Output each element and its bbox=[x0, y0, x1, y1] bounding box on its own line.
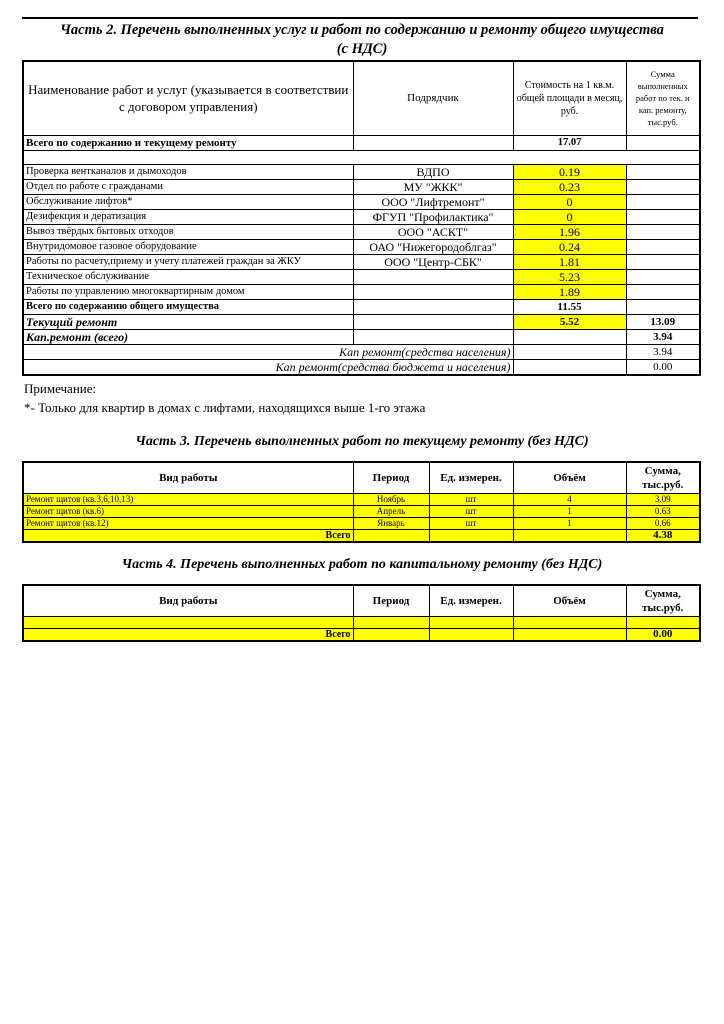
p3-row-volume: 1 bbox=[513, 506, 626, 518]
p4-row-unit bbox=[429, 617, 513, 629]
table-row bbox=[23, 194, 700, 209]
p3-row-sum: 0.66 bbox=[626, 518, 700, 530]
total-common-sum bbox=[626, 299, 700, 314]
part2-table bbox=[22, 60, 701, 376]
row-name: Проверка вентканалов и дымоходов bbox=[23, 164, 353, 179]
header-contractor: Подрядчик bbox=[353, 61, 513, 135]
total-maintenance-contractor bbox=[353, 135, 513, 150]
total-maintenance-label: Всего по содержанию и текущему ремонту bbox=[23, 135, 353, 150]
p3-header-volume: Объём bbox=[513, 462, 626, 494]
row-contractor: ВДПО bbox=[353, 164, 513, 179]
p4-row-volume bbox=[513, 617, 626, 629]
total-maintenance-sum bbox=[626, 135, 700, 150]
row-sum bbox=[626, 179, 700, 194]
p4-row-work bbox=[23, 617, 353, 629]
capital-budget-cost bbox=[513, 359, 626, 375]
p3-header-unit: Ед. измерен. bbox=[429, 462, 513, 494]
p3-row-work: Ремонт щитов (кв.6) bbox=[23, 506, 353, 518]
p3-total-volume bbox=[513, 530, 626, 543]
p3-row-period: Ноябрь bbox=[353, 494, 429, 506]
p3-header-period: Период bbox=[353, 462, 429, 494]
title-rule bbox=[22, 17, 698, 19]
p4-row-sum bbox=[626, 617, 700, 629]
note-text: *- Только для квартир в домах с лифтами, находящихся выше 1-го этажа bbox=[24, 400, 426, 415]
table-row bbox=[23, 209, 700, 224]
table-row bbox=[23, 494, 700, 506]
row-sum bbox=[626, 239, 700, 254]
row-sum bbox=[626, 194, 700, 209]
capital-budget-label: Кап ремонт(средства бюджета и населения) bbox=[23, 359, 513, 375]
p4-header-unit: Ед. измерен. bbox=[429, 585, 513, 617]
row-cost: 1.89 bbox=[513, 284, 626, 299]
row-contractor bbox=[353, 269, 513, 284]
row-sum bbox=[626, 209, 700, 224]
p4-row-period bbox=[353, 617, 429, 629]
current-repair-cost: 5.52 bbox=[513, 314, 626, 329]
p3-row-work: Ремонт щитов (кв.3,6,10,13) bbox=[23, 494, 353, 506]
row-contractor: ООО "Центр-СБК" bbox=[353, 254, 513, 269]
row-name: Работы по управлению многоквартирным домом bbox=[23, 284, 353, 299]
p3-row-period: Январь bbox=[353, 518, 429, 530]
part2-title: Часть 2. Перечень выполненных услуг и работ по содержанию и ремонту общего имущества bbox=[60, 22, 664, 38]
row-name: Вывоз твёрдых бытовых отходов bbox=[23, 224, 353, 239]
table-row bbox=[23, 179, 700, 194]
total-common-label: Всего по содержанию общего имущества bbox=[23, 299, 353, 314]
p3-total-period bbox=[353, 530, 429, 543]
table-row bbox=[23, 239, 700, 254]
p3-row-volume: 1 bbox=[513, 518, 626, 530]
row-name: Отдел по работе с гражданами bbox=[23, 179, 353, 194]
note-title: Примечание: bbox=[24, 381, 97, 396]
part4-table bbox=[22, 584, 701, 642]
table-row bbox=[23, 224, 700, 239]
row-cost: 5.23 bbox=[513, 269, 626, 284]
p3-header-sum: Сумма, тыс.руб. bbox=[626, 462, 700, 494]
p3-row-work: Ремонт щитов (кв.12) bbox=[23, 518, 353, 530]
row-name: Внутридомовое газовое оборудование bbox=[23, 239, 353, 254]
total-common-cost: 11.55 bbox=[513, 299, 626, 314]
row-cost: 1.81 bbox=[513, 254, 626, 269]
row-name: Техническое обслуживание bbox=[23, 269, 353, 284]
capital-budget-sum: 0.00 bbox=[626, 359, 700, 375]
part4-title: Часть 4. Перечень выполненных работ по капитальному ремонту (без НДС) bbox=[121, 557, 603, 572]
p4-header-period: Период bbox=[353, 585, 429, 617]
row-name: Работы по расчету,приему и учету платежей граждан за ЖКУ bbox=[23, 254, 353, 269]
total-common-contractor bbox=[353, 299, 513, 314]
p3-total-label: Всего bbox=[23, 530, 353, 543]
capital-total-contractor bbox=[353, 329, 513, 344]
p4-total-volume bbox=[513, 629, 626, 642]
header-cost: Стоимость на 1 кв.м. общей площади в месяц, руб. bbox=[513, 61, 626, 135]
header-name: Наименование работ и услуг (указывается в соответствии с договором управления) bbox=[23, 61, 353, 135]
row-cost: 0 bbox=[513, 209, 626, 224]
p4-total-row bbox=[23, 629, 700, 642]
p4-total-sum: 0.00 bbox=[626, 629, 700, 642]
row-contractor: ОАО "Нижегородоблгаз" bbox=[353, 239, 513, 254]
spacer-row bbox=[23, 150, 700, 164]
part3-title: Часть 3. Перечень выполненных работ по текущему ремонту (без НДС) bbox=[135, 434, 589, 449]
p3-total-row bbox=[23, 530, 700, 543]
table-row bbox=[23, 269, 700, 284]
p4-total-period bbox=[353, 629, 429, 642]
p4-total-unit bbox=[429, 629, 513, 642]
current-repair-contractor bbox=[353, 314, 513, 329]
capital-total-cost bbox=[513, 329, 626, 344]
table-row bbox=[23, 254, 700, 269]
current-repair-label: Текущий ремонт bbox=[23, 314, 353, 329]
p3-header-work: Вид работы bbox=[23, 462, 353, 494]
row-sum bbox=[626, 164, 700, 179]
row-sum bbox=[626, 269, 700, 284]
table-row bbox=[23, 506, 700, 518]
row-contractor bbox=[353, 284, 513, 299]
p3-total-sum: 4.38 bbox=[626, 530, 700, 543]
table-row bbox=[23, 164, 700, 179]
p3-row-unit: шт bbox=[429, 506, 513, 518]
capital-population-label: Кап ремонт(средства населения) bbox=[23, 344, 513, 359]
header-sum: Сумма выполненных работ по тек. и кап. ремонту, тыс.руб. bbox=[626, 61, 700, 135]
p4-header-volume: Объём bbox=[513, 585, 626, 617]
current-repair-sum: 13.09 bbox=[626, 314, 700, 329]
row-name: Обслуживание лифтов* bbox=[23, 194, 353, 209]
capital-total-sum: 3.94 bbox=[626, 329, 700, 344]
capital-population-cost bbox=[513, 344, 626, 359]
row-cost: 0.24 bbox=[513, 239, 626, 254]
row-sum bbox=[626, 284, 700, 299]
total-maintenance-cost: 17.07 bbox=[513, 135, 626, 150]
row-name: Дезифекция и дератизация bbox=[23, 209, 353, 224]
p4-header-work: Вид работы bbox=[23, 585, 353, 617]
row-contractor: ООО "Лифтремонт" bbox=[353, 194, 513, 209]
row-contractor: ООО "АСКТ" bbox=[353, 224, 513, 239]
table-row bbox=[23, 284, 700, 299]
p4-header-sum: Сумма, тыс.руб. bbox=[626, 585, 700, 617]
part2-title-vat: (с НДС) bbox=[336, 41, 388, 57]
row-cost: 0 bbox=[513, 194, 626, 209]
p3-row-unit: шт bbox=[429, 494, 513, 506]
row-contractor: ФГУП "Профилактика" bbox=[353, 209, 513, 224]
row-cost: 1.96 bbox=[513, 224, 626, 239]
p3-row-sum: 3.09 bbox=[626, 494, 700, 506]
capital-population-sum: 3.94 bbox=[626, 344, 700, 359]
p3-row-unit: шт bbox=[429, 518, 513, 530]
part3-table bbox=[22, 461, 701, 543]
p3-row-period: Апрель bbox=[353, 506, 429, 518]
row-contractor: МУ "ЖКК" bbox=[353, 179, 513, 194]
row-sum bbox=[626, 254, 700, 269]
p3-total-unit bbox=[429, 530, 513, 543]
p3-row-sum: 0.63 bbox=[626, 506, 700, 518]
row-cost: 0.23 bbox=[513, 179, 626, 194]
p4-total-label: Всего bbox=[23, 629, 353, 642]
p3-row-volume: 4 bbox=[513, 494, 626, 506]
table-row bbox=[23, 617, 700, 629]
row-cost: 0.19 bbox=[513, 164, 626, 179]
table-row bbox=[23, 518, 700, 530]
row-sum bbox=[626, 224, 700, 239]
capital-total-label: Кап.ремонт (всего) bbox=[23, 329, 353, 344]
